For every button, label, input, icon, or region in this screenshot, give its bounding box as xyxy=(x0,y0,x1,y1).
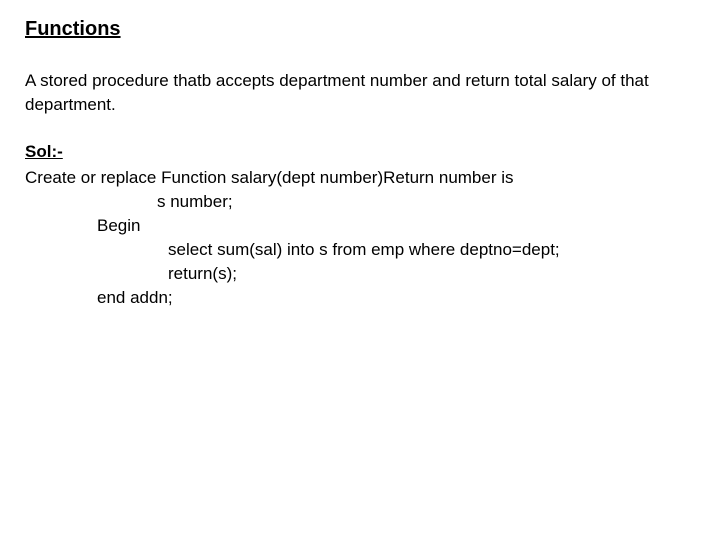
solution-label: Sol:- xyxy=(25,142,63,161)
code-line-declare-variable: s number; xyxy=(157,192,233,211)
description-text: A stored procedure thatb accepts department number and return total salary of that department. xyxy=(25,71,649,114)
code-line-end: end addn; xyxy=(97,288,173,307)
code-line-create-function: Create or replace Function salary(dept number)Return number is xyxy=(25,168,514,187)
code-line-begin: Begin xyxy=(97,216,141,235)
code-line-return: return(s); xyxy=(168,264,237,283)
code-line-select-statement: select sum(sal) into s from emp where deptno=dept; xyxy=(168,240,560,259)
slide-title: Functions xyxy=(25,18,121,40)
